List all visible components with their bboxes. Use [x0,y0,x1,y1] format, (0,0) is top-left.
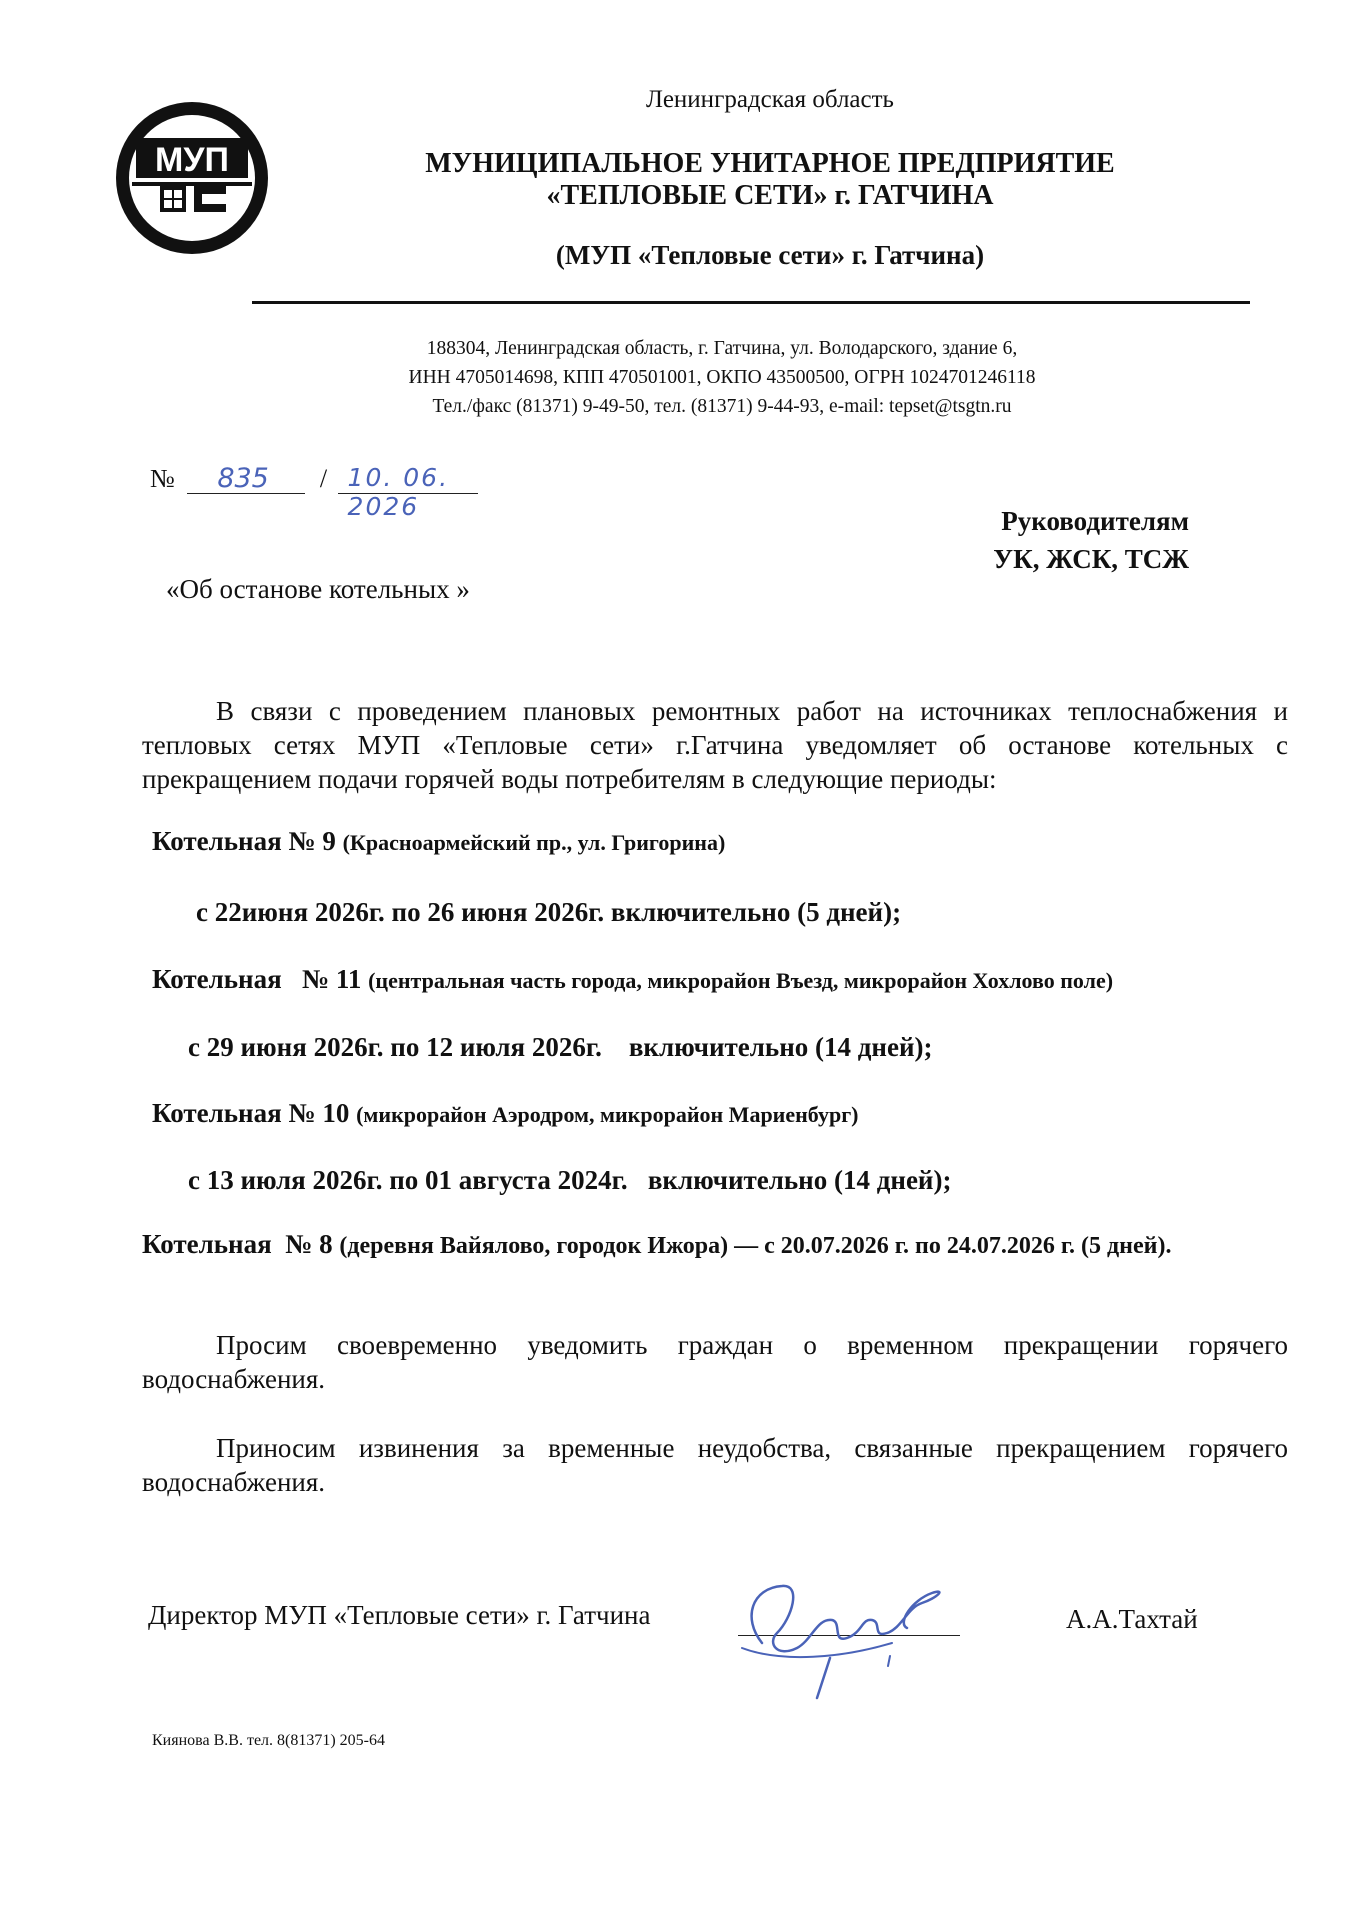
signer-name: А.А.Тахтай [1066,1604,1198,1634]
address-line-1: 188304, Ленинградская область, г. Гатчина, ул. Володарского, здание 6, [426,338,1018,359]
recipient-block [993,502,1189,578]
boiler-9-title: Котельная № 9 [152,826,336,856]
letter-subject: «Об останове котельных » [166,574,470,604]
date-field [338,463,478,521]
intro-paragraph: В связи с проведением плановых ремонтных работ на источниках теплоснабжения и тепловых сетях МУП «Тепловые сети» г.Гатчина уведомляет об останове котельных с прекращением подачи горячей воды потребителям в следующие периоды: [142,696,1288,794]
registration-block [150,463,478,521]
boiler-11-title: Котельная № 11 [152,964,362,994]
handwritten-signature [722,1548,972,1718]
boiler-8-paragraph [142,1226,1288,1264]
signer-role: Директор МУП «Тепловые сети» г. Гатчина [148,1600,651,1630]
number-label: № [150,464,175,493]
boiler-10-title: Котельная № 10 [152,1098,350,1128]
address-line-3: Тел./факс (81371) 9-49-50, тел. (81371) 9-44-93, e-mail: tepset@tsgtn.ru [432,396,1012,417]
boiler-8-details: (деревня Вайялово, городок Ижора) — с 20.07.2026 г. по 24.07.2026 г. (5 дней). [339,1233,1172,1259]
address-line-2: ИНН 4705014698, КПП 470501001, ОКПО 43500500, ОГРН 1024701246118 [408,367,1036,388]
boiler-10-area: (микрорайон Аэродром, микрорайон Мариенбург) [356,1102,859,1127]
number-date-separator: / [319,464,328,493]
boiler-11-dates: с 29 июня 2026г. по 12 июля 2026г. включительно (14 дней); [188,1032,933,1062]
boiler-11-heading [152,964,1113,995]
date-value: 10. 06. 2026 [347,463,450,521]
logo-text: МУП [155,141,229,179]
region-label: Ленинградская область [646,86,894,113]
org-name-line1: МУНИЦИПАЛЬНОЕ УНИТАРНОЕ ПРЕДПРИЯТИЕ [425,148,1115,179]
recipient-line-2: УК, ЖСК, ТСЖ [993,544,1189,574]
boiler-8-title: Котельная № 8 [142,1229,333,1259]
boiler-9-heading [152,826,725,857]
recipient-line-1: Руководителям [1001,506,1189,536]
boiler-9-area: (Красноармейский пр., ул. Григорина) [342,830,726,855]
number-field [187,465,305,494]
boiler-9-dates: с 22июня 2026г. по 26 июня 2026г. включительно (5 дней); [196,897,902,927]
apology-paragraph: Приносим извинения за временные неудобства, связанные прекращением горячего водоснабжения. [142,1433,1288,1497]
executor-contact: Киянова В.В. тел. 8(81371) 205-64 [152,1732,386,1749]
boiler-10-dates: с 13 июля 2026г. по 01 августа 2024г. включительно (14 дней); [188,1165,952,1195]
org-short-name: (МУП «Тепловые сети» г. Гатчина) [555,240,985,270]
request-paragraph: Просим своевременно уведомить граждан о временном прекращении горячего водоснабжения. [142,1330,1288,1394]
number-value: 835 [217,463,269,494]
boiler-11-area: (центральная часть города, микрорайон Въезд, микрорайон Хохлово поле) [368,968,1114,993]
boiler-10-heading [152,1098,859,1129]
org-name-line2: «ТЕПЛОВЫЕ СЕТИ» г. ГАТЧИНА [546,180,994,211]
header-divider [252,301,1250,304]
